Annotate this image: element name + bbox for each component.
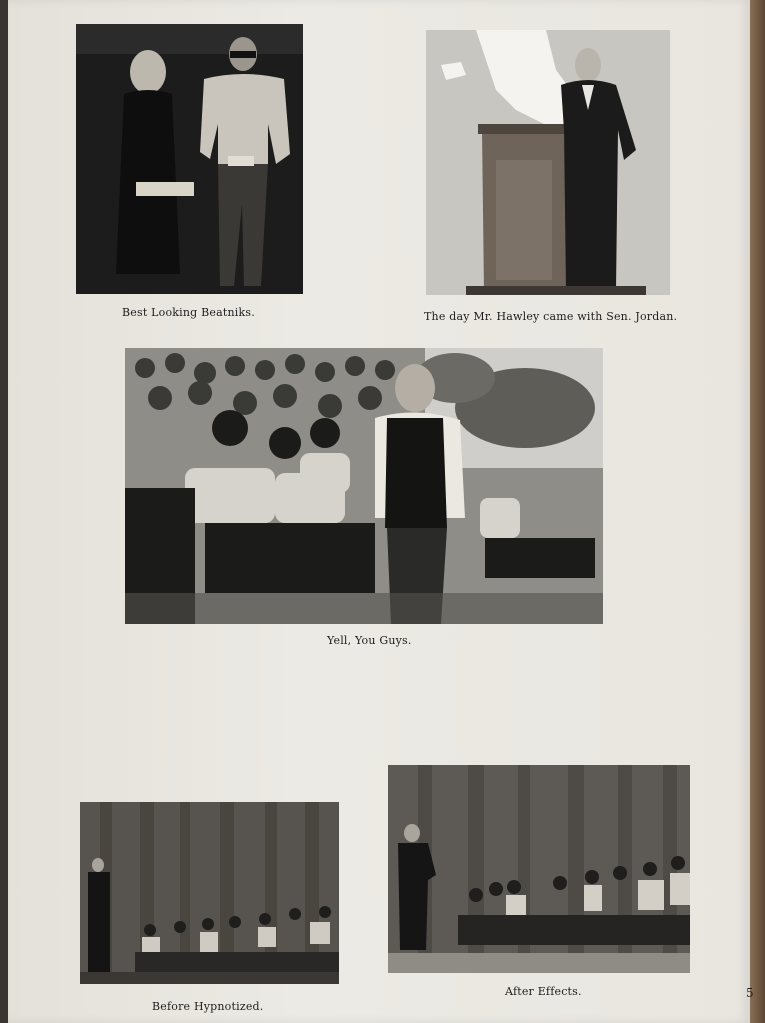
photo-2-image	[426, 30, 670, 295]
photo-yell-you-guys	[125, 348, 603, 624]
caption-best-looking-beatniks: Best Looking Beatniks.	[122, 306, 255, 319]
caption-mr-hawley: The day Mr. Hawley came with Sen. Jordan.	[424, 310, 678, 323]
photo-4-image	[80, 802, 339, 984]
photo-before-hypnotized	[80, 802, 339, 984]
photo-best-looking-beatniks	[76, 24, 303, 294]
photo-after-effects	[388, 765, 690, 973]
photo-5-image	[388, 765, 690, 973]
photo-3-image	[125, 348, 603, 624]
caption-after-effects: After Effects.	[505, 985, 582, 998]
photo-1-image	[76, 24, 303, 294]
photo-mr-hawley	[426, 30, 670, 295]
page-number: 5	[746, 986, 754, 1000]
book-edge	[750, 0, 765, 1023]
caption-yell-you-guys: Yell, You Guys.	[327, 634, 412, 647]
caption-before-hypnotized: Before Hypnotized.	[152, 1000, 264, 1013]
